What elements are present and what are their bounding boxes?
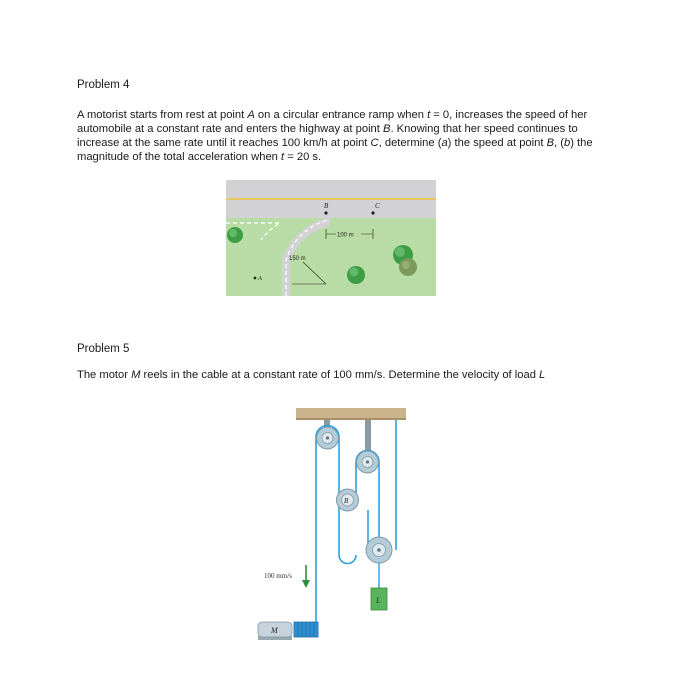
ceiling-support: [296, 408, 406, 418]
text-run: t: [281, 151, 285, 163]
text-run: ) the magnitude of the total acceleration when: [77, 137, 593, 163]
text-run: , (: [554, 137, 564, 149]
label-a: A: [258, 275, 262, 282]
text-run: B: [546, 137, 555, 149]
rate-label: 100 mm/s: [264, 572, 292, 580]
problem5-text: [77, 368, 617, 382]
text-run: on a circular entrance ramp when: [254, 109, 428, 121]
pulley-b-label: B: [344, 497, 349, 505]
text-run: C: [370, 137, 379, 149]
dist-label: 100 m: [337, 232, 354, 239]
text-run: L: [539, 369, 546, 381]
motor-label: M: [271, 626, 278, 635]
text-run: B: [383, 123, 391, 135]
label-b: B: [324, 202, 329, 210]
text-run: A: [247, 109, 255, 121]
text-run: t: [427, 109, 431, 121]
problem4-heading: Problem 4: [77, 79, 130, 91]
text-run: A motorist starts from rest at point: [77, 109, 248, 121]
text-run: b: [563, 137, 571, 149]
text-run: . Knowing that her speed continues to increase at the same rate until it reaches 100 km/h at point: [77, 123, 578, 149]
problem4-text: [77, 108, 617, 164]
text-run: = 20 s.: [284, 151, 322, 163]
text-run: a: [441, 137, 448, 149]
pulley-system-figure: [240, 400, 420, 662]
text-run: M: [131, 369, 141, 381]
label-c: C: [375, 202, 380, 210]
highway-ramp-figure: [226, 180, 436, 296]
text-run: ) the speed at point: [447, 137, 547, 149]
radius-label: 150 m: [289, 256, 306, 262]
text-run: reels in the cable at a constant rate of 100 mm/s. Determine the velocity of load: [140, 369, 540, 381]
load-label: L: [376, 596, 381, 605]
text-run: , determine (: [378, 137, 442, 149]
text-run: The motor: [77, 369, 132, 381]
point-a-dot: [254, 277, 257, 280]
point-c-dot: [371, 211, 374, 214]
point-b-dot: [324, 211, 327, 214]
problem5-heading: Problem 5: [77, 343, 130, 355]
text-run: = 0, increases the speed of her automobile at a constant rate and enters the highway at point: [77, 109, 588, 135]
